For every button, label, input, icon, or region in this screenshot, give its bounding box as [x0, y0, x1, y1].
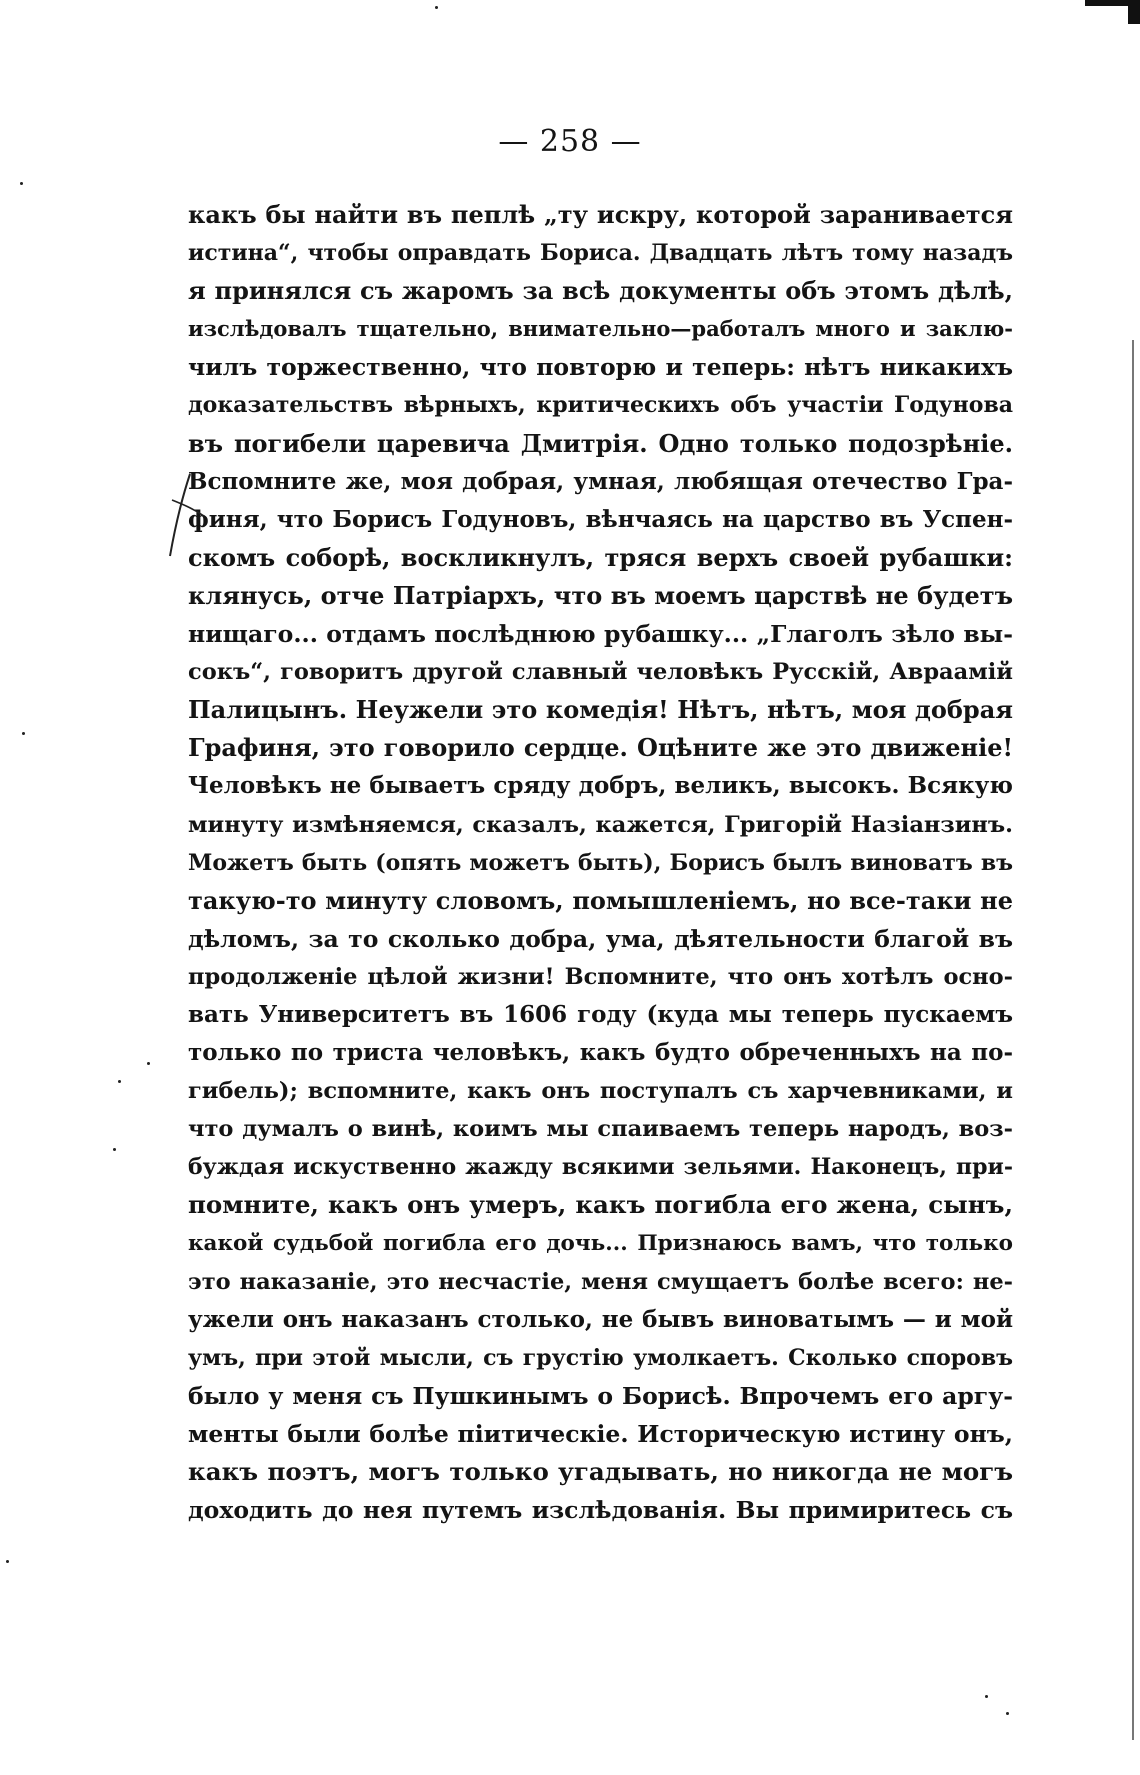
page-number: — 258 —	[498, 124, 642, 159]
text-line: минуту измѣняемся, сказалъ, кажется, Григорій Назіанзинъ.	[188, 811, 1013, 838]
scan-speck	[147, 1062, 150, 1065]
text-line: такую-то минуту словомъ, помышленіемъ, но все-таки не	[188, 885, 1013, 915]
text-line: умъ, при этой мысли, съ грустію умолкаетъ. Сколько споровъ	[188, 1344, 1013, 1371]
text-line: какой судьбой погибла его дочь... Признаюсь вамъ, что только	[188, 1230, 1013, 1256]
scan-edge-mark	[1128, 6, 1140, 24]
scan-edge-mark	[1132, 340, 1134, 1740]
text-line: истина“, чтобы оправдать Бориса. Двадцать лѣтъ тому назадъ	[188, 240, 1013, 267]
margin-pencil-mark	[168, 470, 208, 560]
text-line: что думалъ о винѣ, коимъ мы спаиваемъ теперь народъ, воз-	[188, 1116, 1013, 1143]
text-line: какъ бы найти въ пеплѣ „ту искру, которой заранивается	[188, 200, 1013, 229]
text-line: финя, что Борисъ Годуновъ, вѣнчаясь на царство въ Успен-	[188, 505, 1013, 533]
scan-speck	[22, 732, 25, 735]
text-line: продолженіе цѣлой жизни! Вспомните, что онъ хотѣлъ осно-	[188, 963, 1013, 990]
text-line: Человѣкъ не бываетъ сряду добръ, великъ, высокъ. Всякую	[188, 772, 1013, 800]
text-line: Можетъ быть (опять можетъ быть), Борисъ былъ виноватъ въ	[188, 849, 1013, 876]
body-text	[188, 196, 1013, 1529]
text-line: Палицынъ. Неужели это комедія! Нѣтъ, нѣтъ, моя добрая	[188, 695, 1013, 725]
text-line: дѣломъ, за то сколько добра, ума, дѣятельности благой въ	[188, 924, 1013, 953]
scan-speck	[435, 6, 438, 9]
text-line: доходить до нея путемъ изслѣдованія. Вы примиритесь съ	[188, 1496, 1013, 1525]
text-line: гибель); вспомните, какъ онъ поступалъ съ харчевниками, и	[188, 1078, 1013, 1105]
text-line: нищаго... отдамъ послѣднюю рубашку... „Глаголъ зѣло вы-	[188, 620, 1013, 649]
text-line: чилъ торжественно, что повторю и теперь: нѣтъ никакихъ	[188, 353, 1013, 382]
text-line: я принялся съ жаромъ за всѣ документы объ этомъ дѣлѣ,	[188, 276, 1013, 306]
scan-speck	[113, 1148, 116, 1151]
text-line: это наказаніе, это несчастіе, меня смущаетъ болѣе всего: не-	[188, 1268, 1013, 1295]
text-line: ужели онъ наказанъ столько, не бывъ виноватымъ — и мой	[188, 1305, 1013, 1333]
text-line: доказательствъ вѣрныхъ, критическихъ объ участіи Годунова	[188, 392, 1013, 419]
text-line: скомъ соборѣ, воскликнулъ, тряся верхъ своей рубашки:	[188, 542, 1013, 572]
text-line: клянусь, отче Патріархъ, что въ моемъ царствѣ не будетъ	[188, 580, 1013, 610]
text-line: какъ поэтъ, могъ только угадывать, но никогда не могъ	[188, 1457, 1013, 1487]
text-line: менты были болѣе піитическіе. Историческую истину онъ,	[188, 1420, 1013, 1448]
scan-speck	[118, 1080, 121, 1083]
text-line: было у меня съ Пушкинымъ о Борисѣ. Впрочемъ его аргу-	[188, 1381, 1013, 1410]
text-line: помните, какъ онъ умеръ, какъ погибла его жена, сынъ,	[188, 1190, 1013, 1220]
text-line: Вспомните же, моя добрая, умная, любящая отечество Гра-	[188, 467, 1013, 495]
text-line: сокъ“, говоритъ другой славный человѣкъ Русскій, Авраамій	[188, 659, 1013, 686]
text-line: изслѣдовалъ тщательно, внимательно—работалъ много и заклю-	[188, 316, 1013, 342]
text-line: въ погибели царевича Дмитрія. Одно только подозрѣніе.	[188, 428, 1013, 458]
scan-speck	[20, 182, 23, 185]
text-line: Графиня, это говорило сердце. Оцѣните же это движеніе!	[188, 733, 1013, 763]
scan-speck	[1006, 1712, 1009, 1715]
text-line: вать Университетъ въ 1606 году (куда мы теперь пускаемъ	[188, 1000, 1013, 1028]
text-line: буждая искуственно жажду всякими зельями. Наконецъ, при-	[188, 1154, 1013, 1181]
text-line: только по триста человѣкъ, какъ будто обреченныхъ на по-	[188, 1039, 1013, 1067]
scan-speck	[6, 1560, 9, 1563]
scan-speck	[985, 1695, 988, 1698]
